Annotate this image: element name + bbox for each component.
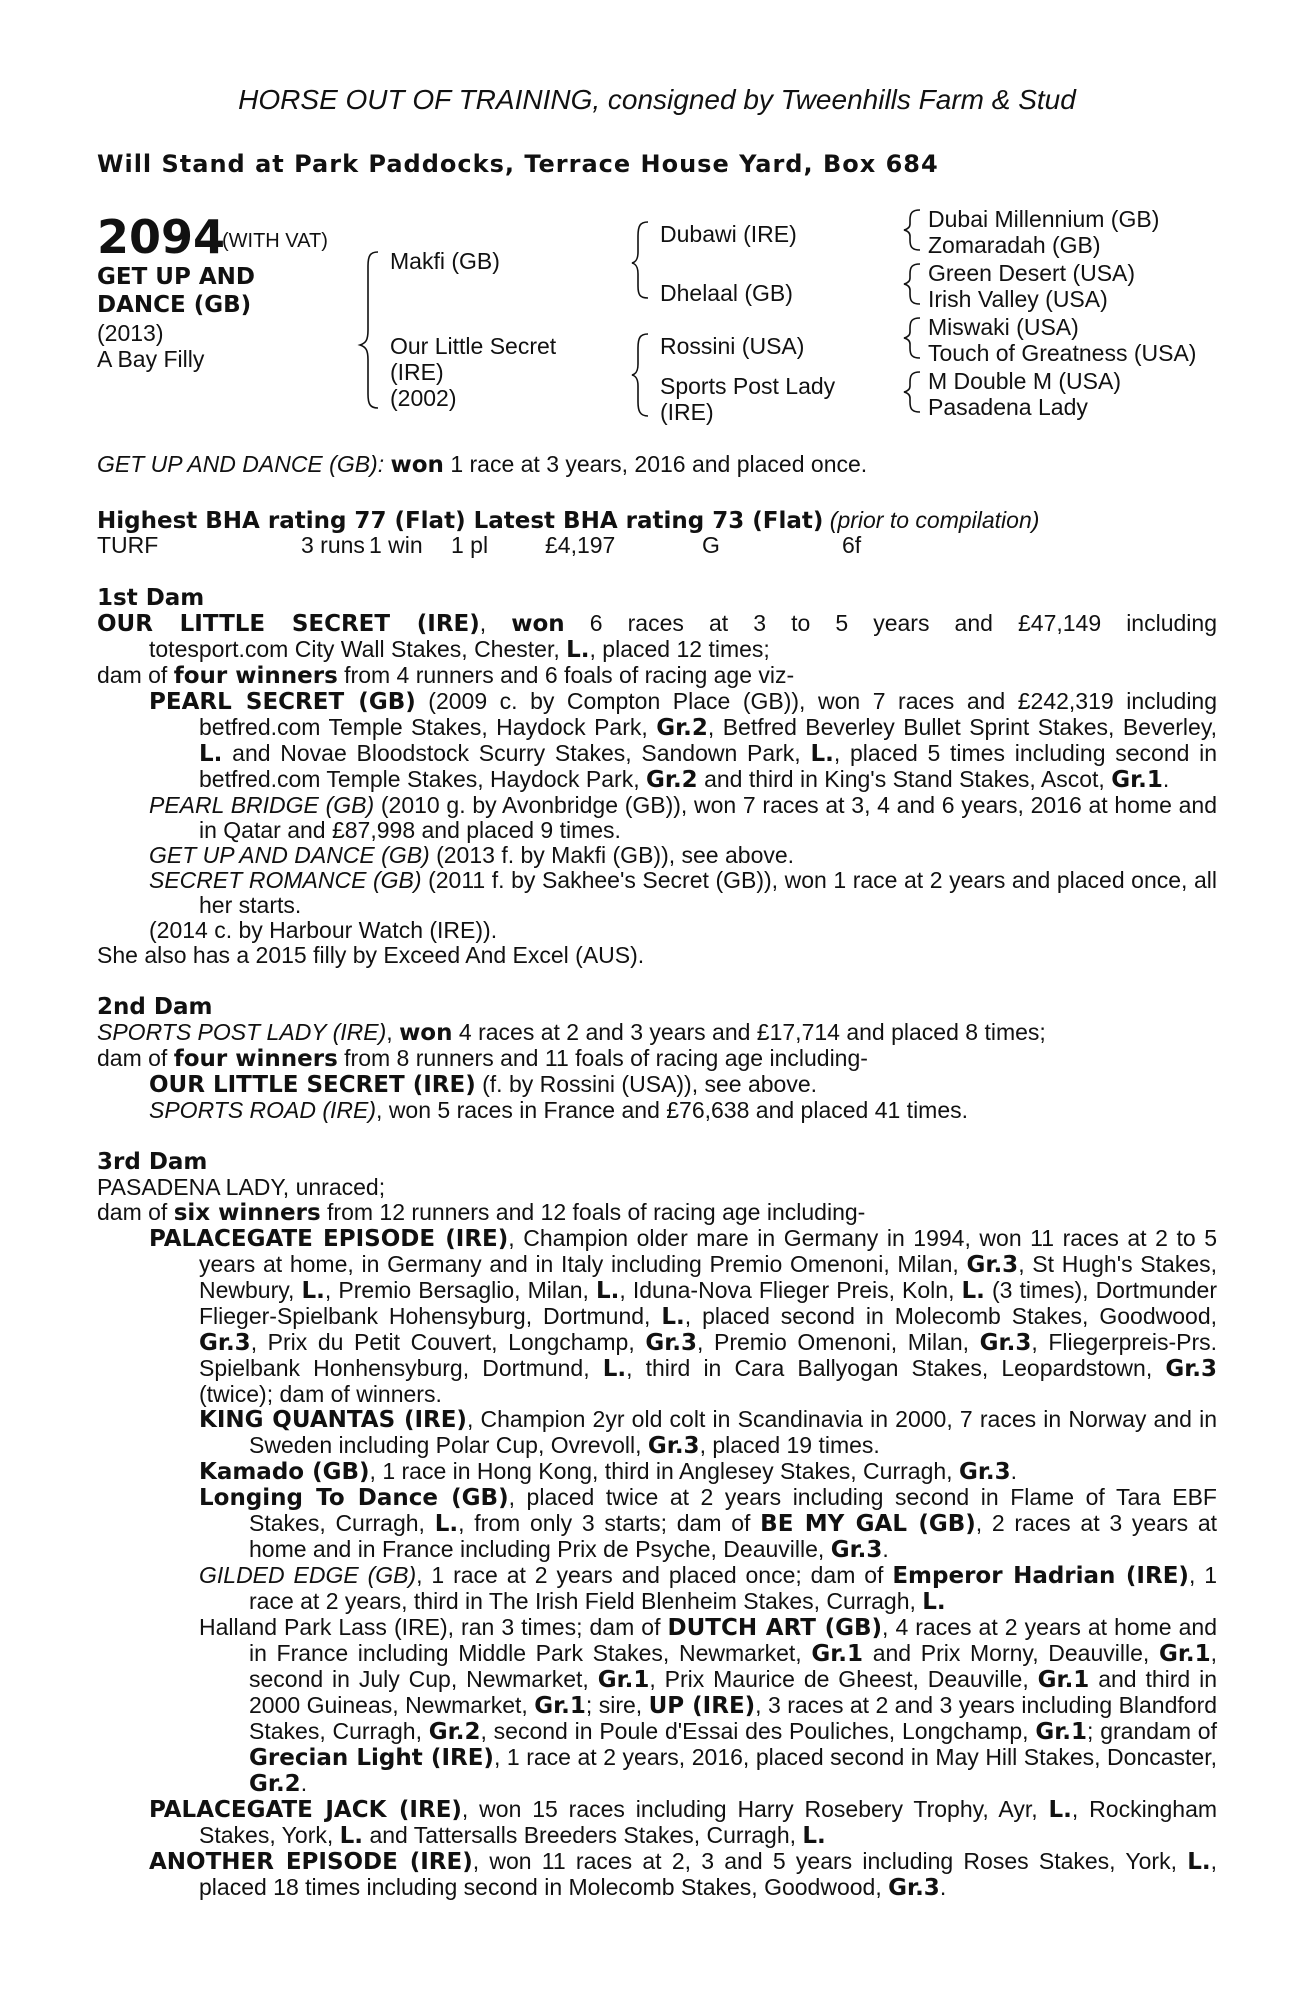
hp-t4: , second in July Cup, Newmarket, [249,1640,1218,1692]
pj-g1: L. [1048,1797,1072,1823]
pedigree-sire-dam: Dhelaal (GB) [660,280,793,306]
km-g1: Gr.3 [958,1459,1011,1485]
pe-g8: Gr.3 [979,1330,1032,1356]
pe-g10: Gr.3 [1165,1356,1218,1382]
second-dam-heading: 2nd Dam [97,994,213,1020]
produce-kamado [97,1459,1217,1485]
hp-g6: Gr.2 [428,1719,481,1745]
race-summary [97,451,867,478]
ratings-note: (prior to compilation) [829,507,1040,533]
summary-won: won [390,452,444,478]
foaling-year: (2013) [97,320,164,346]
pedigree-sire-sire: Dubawi (IRE) [660,221,797,247]
record-wins: 1 win [369,532,423,558]
first-dam-won: won [511,611,565,637]
pearl-secret-l5b: . [1162,766,1170,792]
second-dam-produce-line [97,1046,1217,1072]
pedigree-dam-line2: (IRE) [390,359,444,385]
produce-longing-to-dance [97,1485,1217,1563]
sports-road-text: , won 5 races in France and £76,638 and placed 41 times. [376,1097,969,1123]
bha-ratings: Highest BHA rating 77 (Flat) Latest BHA rating 73 (Flat) [97,508,824,534]
brace-g1 [904,210,920,250]
hp-t6: and third in 2000 Guineas, Newmarket, [249,1666,1217,1718]
first-dam-produce-line [97,663,1217,689]
brace-g3 [904,318,920,358]
winners-count: four winners [173,1046,338,1072]
ae-g2: Gr.3 [888,1875,940,1901]
third-dam-line1: PASADENA LADY, unraced; [97,1174,386,1200]
ge-t2: , 1 race at 2 years, third in The Irish Field Blenheim Stakes, Curragh, [249,1562,1218,1614]
pj-t2: , Rockingham Stakes, York, [199,1796,1218,1848]
pe-g7: Gr.3 [645,1330,697,1356]
ols-name: OUR LITTLE SECRET (IRE) [149,1072,476,1098]
pe-t4: , Iduna-Nova Flieger Preis, Koln, [619,1277,955,1303]
second-dam-text: 4 races at 2 and 3 years and £17,714 and placed 8 times; [458,1019,1046,1045]
pearl-secret-Lb: L. [810,741,834,767]
pedigree-dam-sire: Rossini (USA) [660,333,805,359]
second-dam-name: SPORTS POST LADY (IRE) [97,1019,387,1045]
pedigree-g3-1: Dubai Millennium (GB) [928,206,1160,232]
ge-t1: , 1 race at 2 years and placed once; dam of [416,1562,884,1588]
pearl-secret-l1: (2009 c. by Compton Place (GB)), won 7 races and £242,319 [428,688,1114,714]
pearl-secret-gr1: Gr.1 [1111,767,1163,793]
ae-t2: , placed 18 times including second in Molecomb Stakes, Goodwood, [199,1848,1218,1900]
pedigree-dam-dam-line2: (IRE) [660,399,714,425]
horse-name-line2: DANCE (GB) [97,292,252,318]
dam-of-label: dam of [97,662,168,688]
hp-t2: , 4 races at 2 years at home and in France including Middle Park Stakes, Newmarket, [249,1614,1218,1666]
kq-t1: , Champion 2yr old colt in Scandinavia in 2000, 7 races in Norway and in Sweden including Polar Cup, Ovrevoll, [249,1406,1217,1458]
secret-romance-l2: placed once, all her starts. [199,867,1217,918]
pedigree-dam-line1: Our Little Secret [390,333,557,359]
pe-g3: L. [596,1278,620,1304]
pj-g2: L. [339,1823,364,1849]
hp-t12: . [300,1770,308,1796]
hp-g1: Gr.1 [811,1641,864,1667]
produce-text: from 4 runners and 6 foals of racing age viz- [344,662,795,688]
brace-sire [632,222,648,298]
pe-g6: Gr.3 [199,1330,251,1356]
km-t1: , 1 race in Hong Kong, third in Anglesey Stakes, Curragh, [369,1458,953,1484]
record-runs: 3 runs [301,532,365,558]
dam-of-label: dam of [97,1045,168,1071]
ld-n2: BE MY GAL (GB) [760,1511,976,1537]
hp-n2: UP (IRE) [648,1693,756,1719]
pe-t5: (3 times), Dortmunder Flieger-Spielbank Hohensyburg, Dortmund, [199,1277,1218,1329]
ge-g1: L. [922,1589,946,1615]
pe-t3: , Premio Bersaglio, Milan, [324,1277,589,1303]
hp-t5: , Prix Maurice de Gheest, Deauville, [649,1666,1029,1692]
hp-t9: , second in Poule d'Essai des Pouliches, Longchamp, [480,1718,1029,1744]
hp-g2: Gr.1 [1158,1641,1211,1667]
pearl-secret-l3: Sprint Stakes, Beverley, [969,714,1218,740]
dam-of-label: dam of [97,1199,168,1225]
secret-romance-name: SECRET ROMANCE (GB) [149,867,422,893]
pearl-bridge-l2: at home and in Qatar and £87,998 and placed 9 times. [199,792,1217,843]
pearl-secret-l2b: , Betfred Beverley Bullet [707,714,961,740]
kq-g1: Gr.3 [647,1433,700,1459]
brace-dam [632,334,648,416]
palacegate-episode-name: PALACEGATE EPISODE (IRE) [149,1226,509,1252]
ge-n2: Emperor Hadrian (IRE) [892,1563,1189,1589]
ld-t1: , placed twice at 2 years including second in Flame of Tara EBF Stakes, Curragh, [249,1484,1217,1536]
pe-t7: , Prix du Petit Couvert, Longchamp, [250,1329,635,1355]
pedigree-dam-line3: (2002) [390,385,457,411]
pedigree-g3-6: Touch of Greatness (USA) [928,340,1197,366]
pearl-secret-l5: third in King's Stand Stakes, Ascot, [748,766,1105,792]
ld-g2: Gr.3 [830,1537,883,1563]
produce-sports-road [97,1098,1217,1123]
pearl-bridge-name: PEARL BRIDGE (GB) [149,792,375,818]
first-dam-text3: , placed 12 times; [589,636,770,662]
winners-count: six winners [173,1200,321,1226]
pedigree-g3-4: Irish Valley (USA) [928,286,1108,312]
hp-g5: Gr.1 [534,1693,586,1719]
ae-t3: . [939,1874,947,1900]
sports-road-name: SPORTS ROAD (IRE) [149,1097,377,1123]
first-dam-line1: OUR LITTLE SECRET (IRE), won 6 races at 3 to 5 years and £47,149 including [97,610,1217,637]
record-going: G [702,532,720,558]
brace-sire-dam [360,252,378,408]
pj-t1: , won 15 races including Harry Rosebery Trophy, Ayr, [461,1796,1038,1822]
hp-t7: ; sire, [585,1692,643,1718]
catalogue-body [97,586,1217,1901]
first-dam-heading: 1st Dam [97,585,205,611]
first-dam-text1: 6 races at 3 to 5 years and £47,149 including [589,610,1217,636]
ols-text: (f. by Rossini (USA)), see above. [482,1071,818,1097]
ld-t4: . [882,1536,889,1562]
produce-2014-colt: (2014 c. by Harbour Watch (IRE)). [149,917,498,943]
produce-text: from 12 runners and 12 foals of racing age including- [327,1199,866,1225]
hp-n3: Grecian Light (IRE) [249,1745,494,1771]
hp-t11: , 1 race at 2 years, 2016, placed second in May Hill Stakes, Doncaster, [493,1744,1217,1770]
pedigree-g3-8: Pasadena Lady [928,394,1088,420]
kamado-name: Kamado (GB) [199,1459,370,1485]
produce-gilded-edge [97,1563,1217,1615]
secret-romance-l1: (2011 f. by Sakhee's Secret (GB)), won 1 race at 2 years and [428,867,1051,893]
ld-t2: , from only 3 starts; dam of [458,1510,751,1536]
hp-n1: DUTCH ART (GB) [667,1615,883,1641]
get-up-name: GET UP AND DANCE (GB) [149,842,430,868]
pe-g1: Gr.3 [966,1252,1019,1278]
lot-number: 2094 [97,210,226,264]
horse-name-line1: GET UP AND [97,264,255,290]
stand-location: Will Stand at Park Paddocks, Terrace House Yard, Box 684 [97,150,939,178]
ld-t3: , 2 races at 3 years at home and in France including Prix de Psyche, Deauville, [249,1510,1218,1562]
record-surface: TURF [97,532,159,558]
produce-text: from 8 runners and 11 foals of racing age including- [344,1045,868,1071]
produce-secret-romance [97,868,1217,918]
hp-t3: and Prix Morny, Deauville, [872,1640,1150,1666]
record-earnings: £4,197 [545,532,616,558]
pe-t8: , Premio Omenoni, Milan, [697,1329,970,1355]
produce-2015-filly: She also has a 2015 filly by Exceed And Excel (AUS). [97,942,645,968]
second-dam-won: won [399,1020,453,1046]
produce-palacegate-episode [97,1226,1217,1407]
pj-t3: and Tattersalls Breeders Stakes, Curragh, [369,1822,797,1848]
third-dam-produce-line [97,1200,1217,1226]
pe-t11: (twice); dam of winners. [199,1381,442,1407]
third-dam-heading: 3rd Dam [97,1149,208,1175]
catalogue-header: HORSE OUT OF TRAINING, consigned by Tweenhills Farm & Stud [238,84,1076,115]
pedigree-g3-5: Miswaki (USA) [928,314,1079,340]
pe-g2: L. [301,1278,325,1304]
pearl-secret-La: L. [199,741,223,767]
pedigree-dam-dam-line1: Sports Post Lady [660,373,836,399]
vat-note: (WITH VAT) [222,230,328,252]
pearl-secret-l4: placed 5 times including second in betfred.com Temple Stakes, Haydock Park, [199,740,1218,792]
produce-pearl-bridge [97,793,1217,843]
first-dam-name: OUR LITTLE SECRET (IRE) [97,611,480,637]
brace-g2 [904,264,920,304]
pearl-secret-l3c: , [833,740,841,766]
king-quantas-name: KING QUANTAS (IRE) [199,1407,467,1433]
race-record [97,532,997,558]
horse-description: A Bay Filly [97,346,205,372]
pe-t2: , St Hugh's Stakes, Newbury, [199,1251,1218,1303]
ae-g1: L. [1187,1849,1211,1875]
longing-name: Longing To Dance (GB) [199,1485,509,1511]
first-dam-text2: totesport.com City Wall Stakes, Chester, [149,636,560,662]
pe-g9: L. [602,1356,627,1382]
brace-g4 [904,372,920,412]
pearl-secret-gr2b: Gr.2 [646,767,698,793]
pedigree-g3-7: M Double M (USA) [928,368,1121,394]
hp-t1: Halland Park Lass (IRE), ran 3 times; dam of [199,1614,661,1640]
pedigree-g3-3: Green Desert (USA) [928,260,1136,286]
pe-t10: , third in Cara Ballyogan Stakes, Leopardstown, [626,1355,1153,1381]
pedigree-g3-2: Zomaradah (GB) [928,232,1101,258]
pearl-secret-l4b: and [704,766,743,792]
pj-g3: L. [802,1823,826,1849]
produce-halland-park-lass [97,1615,1217,1797]
ae-t1: , won 11 races at 2, 3 and 5 years including Roses Stakes, York, [472,1848,1177,1874]
pearl-bridge-l1: (2010 g. by Avonbridge (GB)), won 7 races at 3, 4 and 6 years, 2016 [380,792,1082,818]
produce-palacegate-jack [97,1797,1217,1849]
first-dam-line2 [97,637,1217,663]
kq-t2: , placed 19 times. [699,1432,880,1458]
summary-horse-name: GET UP AND DANCE (GB): [97,451,385,477]
hp-g4: Gr.1 [1037,1667,1090,1693]
record-distance: 6f [842,532,862,558]
another-episode-name: ANOTHER EPISODE (IRE) [149,1849,473,1875]
km-t2: . [1010,1458,1018,1484]
record-placed: 1 pl [451,532,489,558]
pearl-secret-name: PEARL SECRET (GB) [149,689,416,715]
pedigree-sire: Makfi (GB) [390,248,500,274]
produce-pearl-secret [97,689,1217,793]
produce-another-episode [97,1849,1217,1901]
pe-t9: , Fliegerpreis-Prs. Spielbank Honhensyburg, Dortmund, [199,1329,1218,1381]
pearl-secret-l2: including betfred.com Temple Stakes, Haydock Park, [199,688,1218,740]
produce-our-little-secret [97,1072,1217,1098]
produce-king-quantas [97,1407,1217,1459]
pe-t6: , placed second in Molecomb Stakes, Goodwood, [684,1303,1218,1329]
pearl-secret-l3b: and Novae Bloodstock Scurry Stakes, Sandown Park, [232,740,801,766]
gilded-name: GILDED EDGE (GB) [199,1562,417,1588]
pearl-secret-gr2a: Gr.2 [656,715,708,741]
hp-g8: Gr.2 [249,1771,301,1797]
ratings-line [97,507,1039,534]
ld-g1: L. [434,1511,459,1537]
summary-text: 1 race at 3 years, 2016 and placed once. [450,451,868,477]
winners-count: four winners [173,663,338,689]
get-up-l1: (2013 f. by Makfi (GB)), see above. [436,842,795,868]
hp-t10: ; grandam of [1087,1718,1217,1744]
produce-get-up [97,843,1217,868]
pe-t1: , Champion older mare in Germany in 1994, won 11 races at 2 to 5 years at home, in Germany and in Italy including Premio Omenoni, Milan, [199,1225,1217,1277]
hp-g3: Gr.1 [597,1667,650,1693]
second-dam-line1: SPORTS POST LADY (IRE), won 4 races at 2 and 3 years and £17,714 and placed 8 times; [97,1019,1046,1046]
hp-t8: , 3 races at 2 and 3 years including Blandford Stakes, Curragh, [249,1692,1218,1744]
first-dam-listed: L. [566,637,590,663]
hp-g7: Gr.1 [1035,1719,1088,1745]
pe-g5: L. [661,1304,685,1330]
pe-g4: L. [961,1278,985,1304]
palacegate-jack-name: PALACEGATE JACK (IRE) [149,1797,462,1823]
